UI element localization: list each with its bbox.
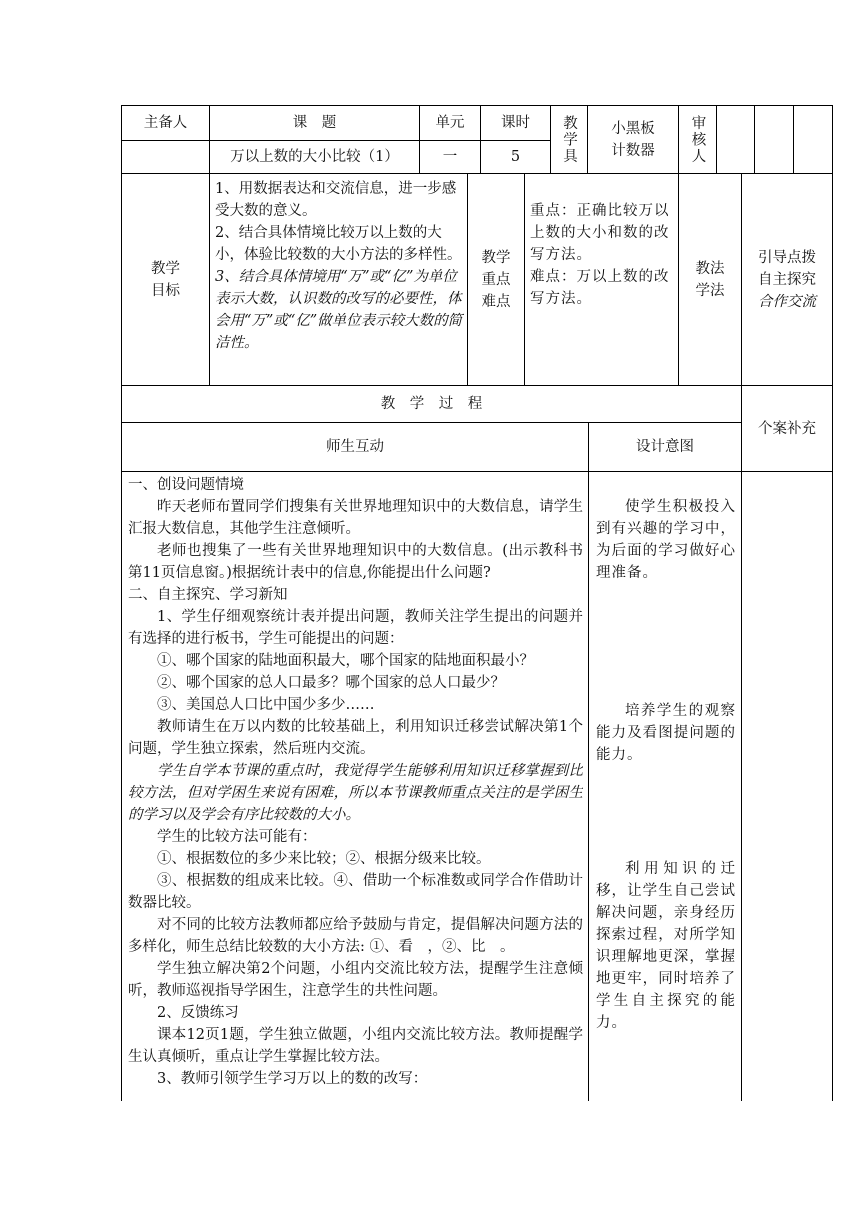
body-paragraph: ②、哪个国家的总人口最多？哪个国家的总人口最少？ bbox=[157, 675, 505, 691]
rule bbox=[524, 173, 525, 385]
review-label bbox=[679, 106, 716, 173]
body-paragraph: 老师也搜集了一些有关世界地理知识中的大数信息。(出示教科书第11页信息窗。)根据统计表中的信息,你能提出什么问题? bbox=[128, 543, 583, 581]
body-paragraph: 一、创设问题情境 bbox=[128, 477, 244, 493]
goal-item-3: 3、结合具体情境用“万”或“亿”为单位表示大数，认识数的改写的必要性，体会用“万”或“亿”做单位表示较大数的简洁性。 bbox=[215, 269, 463, 351]
goals-content bbox=[215, 178, 465, 383]
design-header: 设计意图 bbox=[636, 439, 694, 455]
body-paragraph: 2、反馈练习 bbox=[157, 1005, 239, 1021]
goals-label bbox=[122, 174, 209, 385]
rule bbox=[209, 173, 210, 385]
rule bbox=[741, 385, 742, 1101]
body-paragraph: 学生自学本节课的重点时，我觉得学生能够利用知识迁移掌握到比较方法，但对学困生来说有困难，所以本节课教师重点关注的是学困生的学习以及学会有序比较数的大小。 bbox=[128, 763, 583, 823]
body-paragraph: 对不同的比较方法教师都应给予鼓励与肯定，提倡解决问题方法的多样化，师生总结比较数的大小方法: ①、看 ，②、比 。 bbox=[128, 917, 583, 955]
goal-item-1: 1、用数据表达和交流信息，进一步感受大数的意义。 bbox=[215, 181, 457, 219]
body-paragraph: 教师请生在万以内数的比较基础上，利用知识迁移尝试解决第1个问题，学生独立探索，然后班内交流。 bbox=[128, 719, 583, 757]
method-item-1: 引导点拨 bbox=[758, 249, 816, 266]
supplement-header: 个案补充 bbox=[758, 420, 816, 437]
design-note-text: 利用知识的迁移，让学生自己尝试解决问题，亲身经历探索过程，对所学知识理解地更深，掌握地更牢，同时培养了学生自主探究的能力。 bbox=[596, 861, 736, 1031]
keypoints-content bbox=[530, 200, 674, 380]
body-paragraph: 学生独立解决第2个问题，小组内交流比较方法，提醒学生注意倾听，教师巡视指导学困生，注意学生的共性问题。 bbox=[128, 961, 583, 999]
method-label-text: 教法 学法 bbox=[695, 260, 725, 299]
interaction-body bbox=[128, 474, 583, 1101]
body-paragraph: 学生的比较方法可能有： bbox=[157, 829, 317, 845]
design-note-3 bbox=[596, 858, 736, 1034]
rule bbox=[832, 105, 833, 1101]
preparer-value bbox=[122, 141, 209, 173]
period-value: 5 bbox=[510, 149, 521, 165]
review-value-3 bbox=[794, 106, 832, 173]
body-paragraph: 3、教师引领学生学习万以上的数的改写： bbox=[157, 1071, 428, 1087]
unit-label: 单元 bbox=[435, 115, 465, 131]
preparer-label: 主备人 bbox=[143, 115, 188, 131]
body-paragraph: ③、根据数的组成来比较。④、借助一个标准数或同学合作借助计数器比较。 bbox=[128, 873, 583, 911]
aids-label bbox=[551, 106, 587, 173]
aids-value bbox=[588, 106, 678, 173]
method-item-3: 合作交流 bbox=[758, 293, 816, 310]
method-item-2: 自主探究 bbox=[758, 271, 816, 288]
body-paragraph: 1、学生仔细观察统计表并提出问题，教师关注学生提出的问题并有选择的进行板书，学生可能提出的问题： bbox=[128, 609, 583, 647]
goals-label-text: 教学 目标 bbox=[151, 260, 180, 299]
body-paragraph: 二、自主探究、学习新知 bbox=[128, 587, 288, 603]
body-paragraph: ①、根据数位的多少来比较；②、根据分级来比较。 bbox=[157, 851, 491, 867]
design-note-2 bbox=[596, 700, 736, 766]
keypoints-label bbox=[468, 174, 524, 385]
keypoints-label-text: 教学 重点 难点 bbox=[481, 249, 511, 310]
review-label-text: 审核人 bbox=[689, 114, 706, 165]
topic-label: 课 题 bbox=[292, 115, 337, 131]
body-paragraph: 课本12页1题，学生独立做题，小组内交流比较方法。教师提醒学生认真倾听，重点让学生掌握比较方法。 bbox=[128, 1027, 583, 1065]
rule bbox=[588, 422, 589, 1101]
aids-label-text: 教学具 bbox=[561, 114, 577, 165]
design-note-1 bbox=[596, 496, 736, 584]
keypoint-main: 重点：正确比较万以上数的大小和数的改写方法。 bbox=[530, 203, 670, 263]
keypoint-difficult: 难点：万以上数的改写方法。 bbox=[530, 269, 670, 307]
aids-value-text: 小黑板 计数器 bbox=[611, 120, 655, 159]
body-paragraph: 昨天老师布置同学们搜集有关世界地理知识中的大数信息，请学生汇报大数信息，其他学生注意倾听。 bbox=[128, 499, 583, 537]
interaction-header: 师生互动 bbox=[326, 439, 384, 455]
unit-value: 一 bbox=[442, 149, 458, 165]
method-value bbox=[742, 174, 832, 385]
review-value-2 bbox=[755, 106, 793, 173]
design-note-text: 培养学生的观察能力及看图提问题的能力。 bbox=[596, 703, 736, 763]
process-title: 教 学 过 程 bbox=[380, 396, 483, 412]
method-label bbox=[679, 174, 741, 385]
period-label: 课时 bbox=[501, 115, 530, 131]
topic-value: 万以上数的大小比较（1） bbox=[230, 149, 399, 165]
review-value-1 bbox=[717, 106, 754, 173]
design-note-text: 使学生积极投入到有兴趣的学习中，为后面的学习做好心理准备。 bbox=[596, 499, 736, 581]
body-paragraph: ①、哪个国家的陆地面积最大，哪个国家的陆地面积最小？ bbox=[157, 653, 534, 669]
goal-item-2: 2、结合具体情境比较万以上数的大小，体验比较数的大小方法的多样性。 bbox=[215, 225, 462, 263]
rule bbox=[121, 471, 833, 472]
body-paragraph: ③、美国总人口比中国少多少…… bbox=[157, 697, 375, 713]
